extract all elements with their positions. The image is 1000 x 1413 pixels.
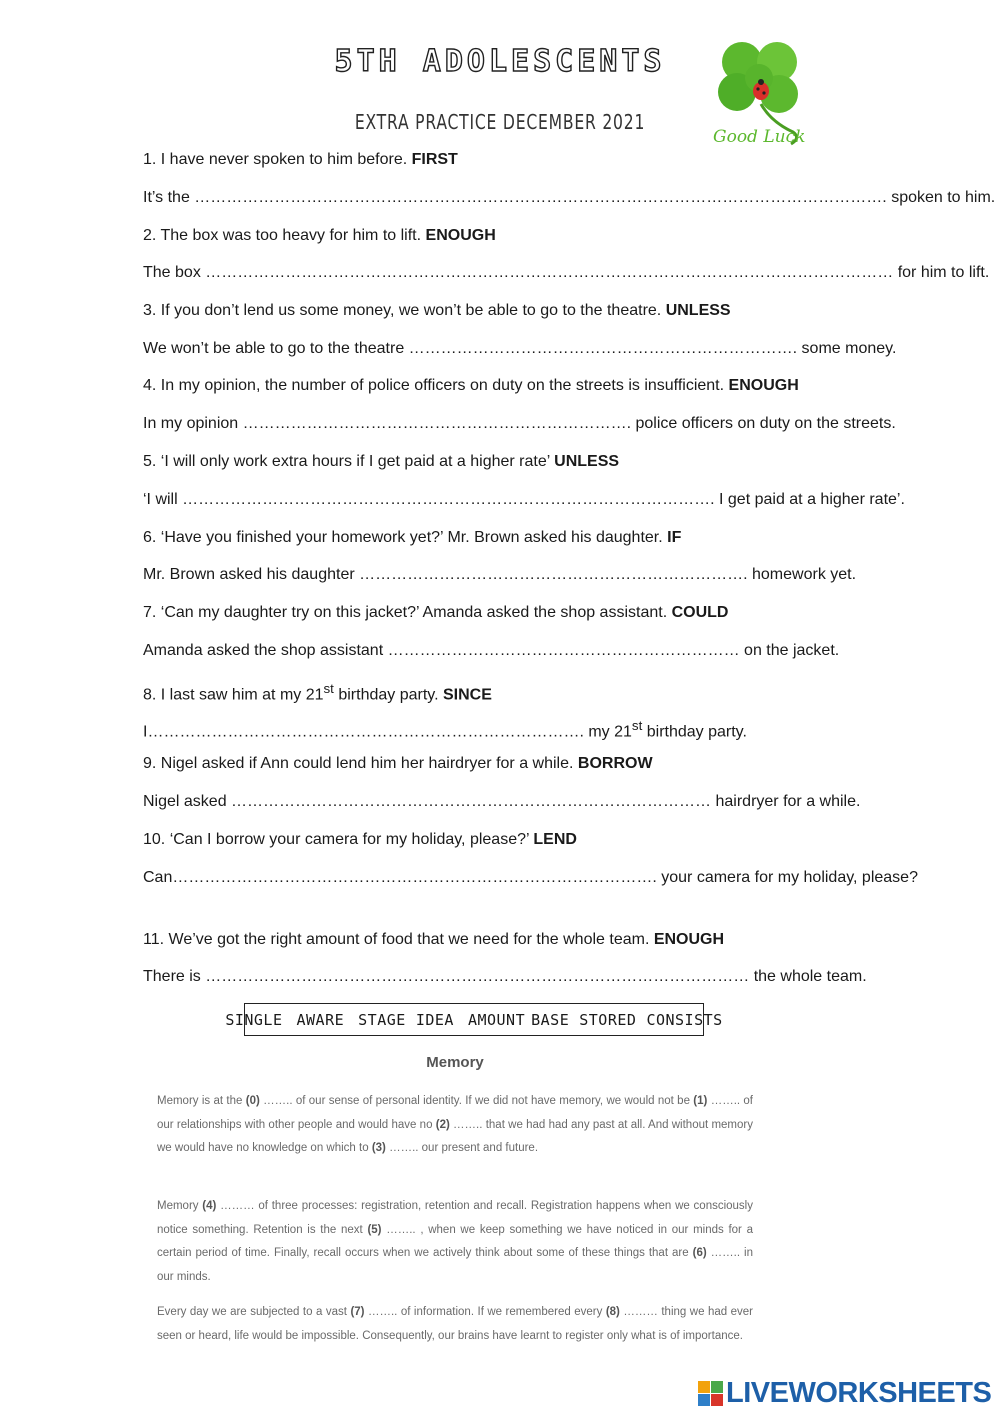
gap-number: (8)	[605, 1306, 620, 1318]
exercise-1-answer-line[interactable]: It’s the …………………………………………………………………………………………………………………. spoken to him.	[143, 189, 996, 206]
word-bank	[225, 1003, 723, 1036]
liveworksheets-brand: LIVEWORKSHEETS	[726, 1377, 992, 1409]
reading-paragraph-2: Memory (4) ……… of three processes: registration, retention and recall. Registration happens when we consciously notice something. Retention is the next (5) …….. , when we keep something we have noticed in our minds for a certain period of time. Finally, recall occurs when we actively think about some of these things that are (6) …….. in our minds.	[157, 1200, 754, 1283]
gap-number: (7)	[350, 1306, 365, 1318]
exercise-11-prompt: 11. We’ve got the right amount of food that we need for the whole team. ENOUGH	[143, 931, 725, 948]
four-leaf-clover-icon	[705, 34, 815, 154]
exercise-7-answer-line[interactable]: Amanda asked the shop assistant ………………………………………………………… on the jacket.	[143, 642, 840, 659]
exercise-1-prompt: 1. I have never spoken to him before. FIRST	[143, 151, 458, 168]
word-bank-item: BASE	[531, 1010, 570, 1029]
gap-number: (6)	[692, 1247, 707, 1259]
exercise-9-answer-line[interactable]: Nigel asked ……………………………………………………………………………… hairdryer for a while.	[143, 793, 861, 810]
exercise-7-prompt: 7. ‘Can my daughter try on this jacket?’ Amanda asked the shop assistant. COULD	[143, 604, 729, 621]
gap-number: (2)	[435, 1118, 450, 1131]
word-bank-item: STORED	[579, 1010, 637, 1029]
exercise-10-prompt: 10. ‘Can I borrow your camera for my holiday, please?’ LEND	[143, 831, 577, 848]
logo-square	[698, 1394, 710, 1406]
exercise-3-prompt: 3. If you don’t lend us some money, we won’t be able to go to the theatre. UNLESS	[143, 302, 731, 319]
word-bank-item: STAGE	[358, 1010, 406, 1029]
reading-title: Memory	[426, 1054, 484, 1071]
exercise-9-prompt: 9. Nigel asked if Ann could lend him her hairdryer for a while. BORROW	[143, 755, 653, 772]
exercise-5-prompt: 5. ‘I will only work extra hours if I get paid at a higher rate’ UNLESS	[143, 453, 620, 470]
word-bank-item: IDEA	[415, 1010, 454, 1029]
exercise-5-answer-line[interactable]: ‘I will ………………………………………………………………………………………. I get paid at a higher rate’.	[143, 491, 905, 508]
gap-number: (4)	[202, 1200, 217, 1212]
exercise-2-prompt: 2. The box was too heavy for him to lift. ENOUGH	[143, 227, 496, 244]
word-bank-item: AWARE	[296, 1010, 345, 1029]
logo-square	[698, 1381, 710, 1393]
reading-paragraph-1: Memory is at the (0) …….. of our sense of personal identity. If we did not have memory, we would not be (1) …….. of our relationships with other people and would have no (2) …….. that we had had any past at all. And without memory we would have no knowledge on which to (3) …….. our present and future.	[157, 1095, 754, 1154]
gap-number: (3)	[371, 1142, 386, 1154]
word-bank-item: AMOUNT	[467, 1010, 526, 1029]
exercise-10-answer-line[interactable]: Can………………………………………………………………………………. your camera for my holiday, please?	[143, 869, 918, 886]
gap-number: (5)	[367, 1223, 382, 1236]
gap-number: (0)	[245, 1095, 260, 1107]
exercise-3-answer-line[interactable]: We won’t be able to go to the theatre ………………………………………………………………. some money.	[143, 340, 897, 357]
good-luck-caption: Good Luck	[713, 127, 806, 147]
exercise-11-answer-line[interactable]: There is ………………………………………………………………………………………… the whole team.	[143, 968, 867, 985]
word-bank-item: SINGLE	[225, 1010, 283, 1029]
worksheet-subtitle: EXTRA PRACTICE DECEMBER 2021	[354, 110, 646, 134]
gap-number: (1)	[693, 1095, 708, 1107]
exercise-8-prompt: 8. I last saw him at my 21st birthday party. SINCE	[143, 681, 492, 704]
exercise-2-answer-line[interactable]: The box ………………………………………………………………………………………………………………… for him to lift.	[143, 264, 990, 281]
exercise-8-answer-line[interactable]: I………………………………………………………………………. my 21st birthday party.	[143, 718, 747, 741]
reading-paragraph-3: Every day we are subjected to a vast (7) …….. of information. If we remembered every (8) ……… thing we had ever seen or heard, life would be impossible. Consequently, our brains have learnt to register only what is of importance.	[157, 1306, 753, 1342]
word-bank-item: CONSISTS	[646, 1010, 723, 1029]
exercise-6-prompt: 6. ‘Have you finished your homework yet?’ Mr. Brown asked his daughter. IF	[143, 529, 682, 546]
liveworksheets-icon	[698, 1381, 723, 1406]
exercise-4-prompt: 4. In my opinion, the number of police officers on duty on the streets is insufficient. ENOUGH	[143, 377, 799, 394]
logo-square	[711, 1394, 723, 1406]
logo-square	[711, 1381, 723, 1393]
worksheet-title: 5TH ADOLESCENTS	[334, 44, 666, 79]
exercise-4-answer-line[interactable]: In my opinion ………………………………………………………………. police officers on duty on the streets.	[143, 415, 896, 432]
exercise-6-answer-line[interactable]: Mr. Brown asked his daughter ………………………………………………………………. homework yet.	[143, 566, 857, 583]
liveworksheets-logo	[698, 1377, 991, 1410]
